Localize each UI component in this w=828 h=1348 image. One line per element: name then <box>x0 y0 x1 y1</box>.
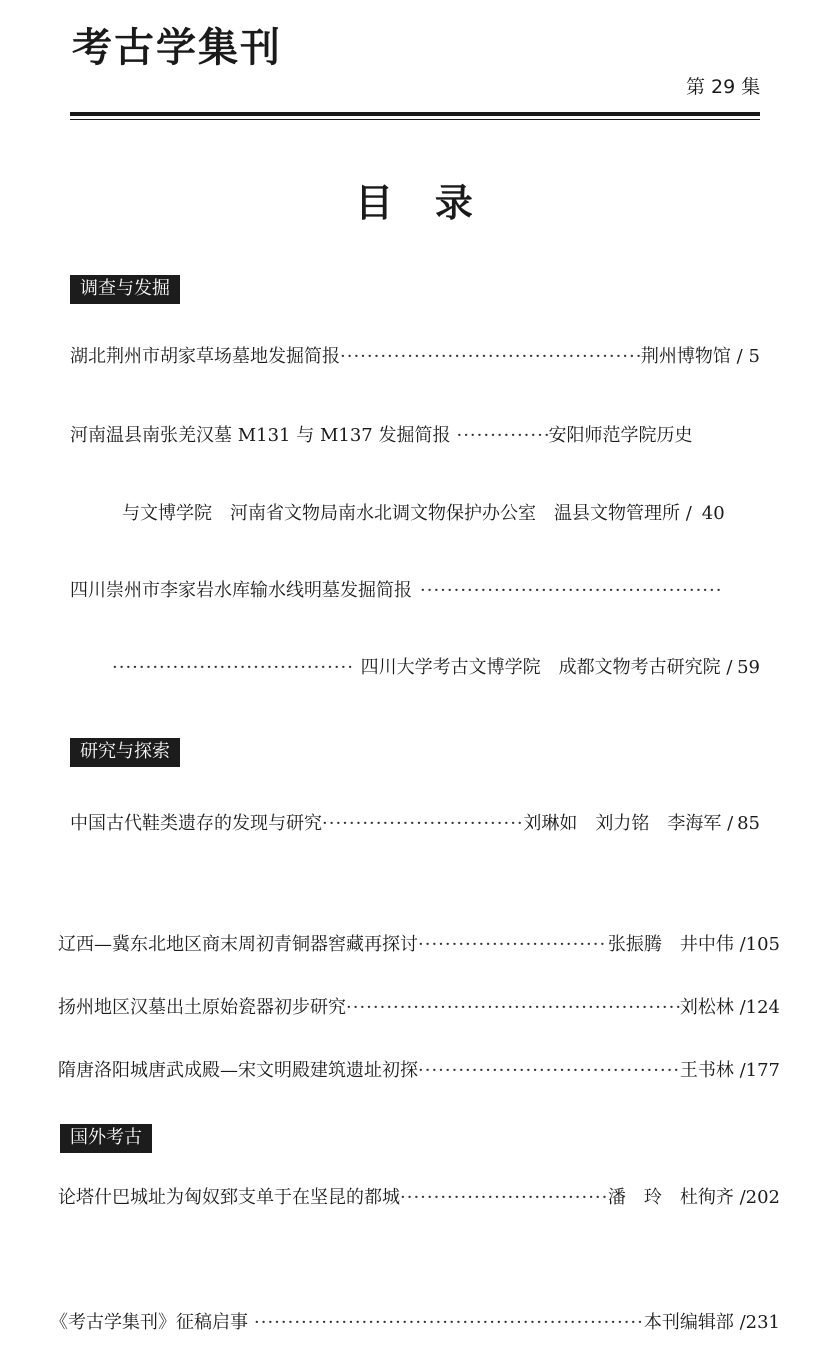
dot-leader <box>340 345 641 369</box>
journal-title: 考古学集刊 <box>72 25 282 71</box>
entry-page: 5 <box>748 346 760 367</box>
section-label-foreign: 国外考古 <box>60 1124 152 1153</box>
toc-entry[interactable] <box>58 1186 780 1210</box>
toc-entry[interactable] <box>70 579 720 603</box>
entry-page: 85 <box>737 813 760 834</box>
entry-authors: 四川大学考古文博学院 成都文物考古研究院 / <box>360 657 733 678</box>
toc-entry[interactable] <box>70 345 760 369</box>
entry-page: 40 <box>701 503 725 524</box>
entry-title: 河南温县南张羌汉墓 M131 与 M137 发掘简报 <box>70 425 451 446</box>
toc-heading: 目录 <box>355 181 515 225</box>
issue-number: 第 29 集 <box>686 76 761 98</box>
dot-leader <box>400 1186 608 1210</box>
entry-authors: 安阳师范学院历史 <box>548 425 693 446</box>
dot-leader <box>420 579 720 603</box>
entry-authors: 张振腾 井中伟 / <box>607 934 746 955</box>
dot-leader <box>346 996 680 1020</box>
entry-title: 辽西—冀东北地区商末周初青铜器窖藏再探讨 <box>58 934 418 955</box>
entry-page: 202 <box>745 1187 780 1208</box>
entry-authors: 本刊编辑部 / <box>643 1312 746 1333</box>
entry-authors: 王书林 / <box>679 1060 746 1081</box>
entry-title: 《考古学集刊》征稿启事 <box>50 1312 248 1333</box>
entry-authors: 刘琳如 刘力铭 李海军 / <box>523 813 734 834</box>
toc-entry-notice[interactable] <box>50 1311 780 1335</box>
toc-entry-continuation[interactable] <box>122 502 760 526</box>
toc-entry[interactable] <box>70 424 760 448</box>
entry-authors: 潘 玲 杜徇齐 / <box>607 1187 746 1208</box>
entry-authors: 与文博学院 河南省文物局南水北调文物保护办公室 温县文物管理所 / <box>122 503 692 524</box>
toc-entry[interactable] <box>58 1059 780 1083</box>
dot-leader <box>418 1059 680 1083</box>
entry-page: 59 <box>737 657 760 678</box>
entry-page: 177 <box>745 1060 780 1081</box>
entry-title: 四川崇州市李家岩水库输水线明墓发掘简报 <box>70 580 412 601</box>
toc-entry[interactable] <box>70 812 760 836</box>
section-label-survey: 调查与发掘 <box>70 275 180 304</box>
dot-leader <box>456 424 548 448</box>
entry-title: 中国古代鞋类遗存的发现与研究 <box>70 813 322 834</box>
entry-title: 扬州地区汉墓出土原始瓷器初步研究 <box>58 997 346 1018</box>
entry-title: 论塔什巴城址为匈奴郅支单于在坚昆的都城 <box>58 1187 400 1208</box>
toc-entry[interactable] <box>58 933 780 957</box>
entry-page: 105 <box>745 934 780 955</box>
entry-title: 隋唐洛阳城唐武成殿—宋文明殿建筑遗址初探 <box>58 1060 418 1081</box>
toc-entry-continuation[interactable] <box>112 656 760 680</box>
entry-page: 124 <box>745 997 780 1018</box>
entry-page: 231 <box>745 1312 780 1333</box>
dot-leader <box>112 656 353 680</box>
entry-authors: 荆州博物馆 / <box>640 346 743 367</box>
toc-entry[interactable] <box>58 996 780 1020</box>
entry-title: 湖北荆州市胡家草场墓地发掘简报 <box>70 346 340 367</box>
section-label-research: 研究与探索 <box>70 738 180 767</box>
dot-leader <box>322 812 523 836</box>
header-rule-thin <box>70 119 760 120</box>
entry-authors: 刘松林 / <box>679 997 746 1018</box>
header-rule-thick <box>70 112 760 116</box>
dot-leader <box>254 1311 644 1335</box>
dot-leader <box>418 933 608 957</box>
